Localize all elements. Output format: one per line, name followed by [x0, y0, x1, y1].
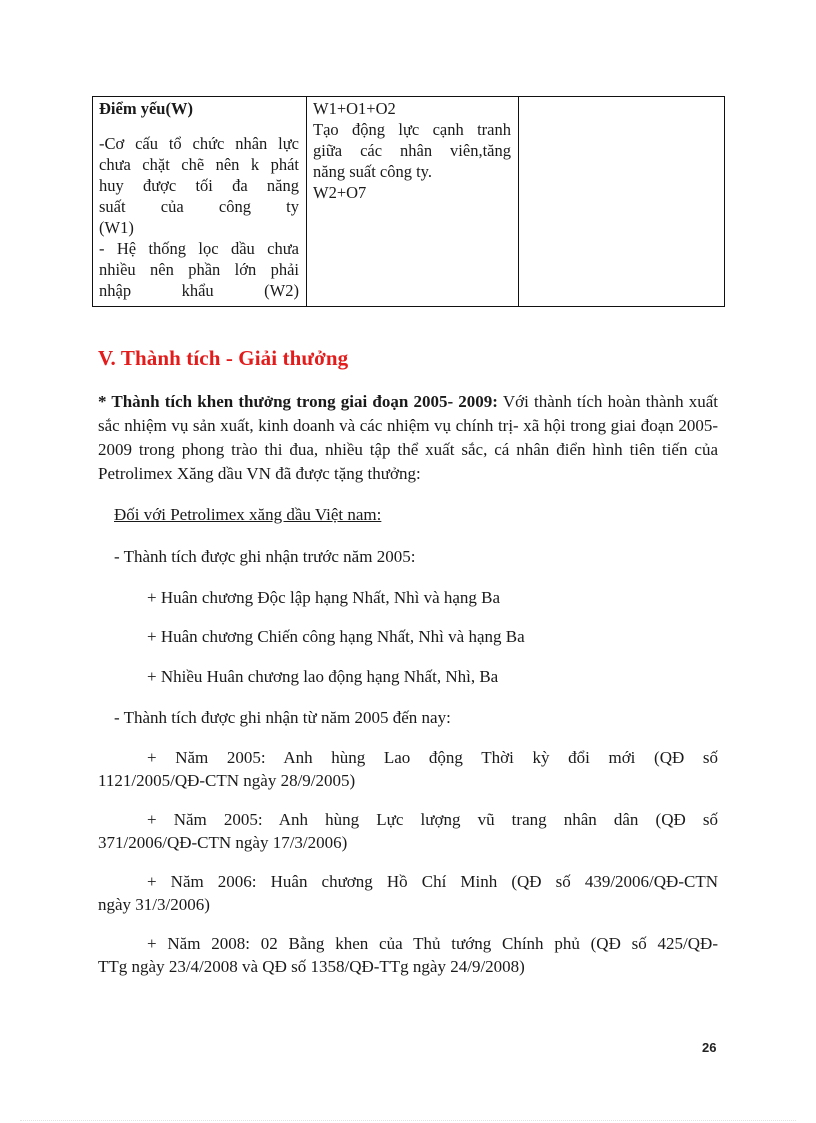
- strategy-line: W2+O7: [313, 183, 367, 202]
- award-second-line: TTg ngày 23/4/2008 và QĐ số 1358/QĐ-TTg ngày 24/9/2008): [98, 957, 525, 976]
- weakness-line: chưa chặt chẽ nên k phát: [99, 155, 299, 174]
- strategy-line: Tạo động lực cạnh tranh: [313, 120, 511, 139]
- weakness-cell: [93, 97, 307, 307]
- empty-cell: [519, 97, 725, 307]
- table-row: [93, 97, 725, 307]
- list-item: [98, 932, 718, 978]
- award-first-line: + Năm 2005: Anh hùng Lực lượng vũ trang nhân dân (QĐ số: [147, 810, 718, 829]
- list-item: [98, 808, 718, 854]
- swot-table: [92, 96, 725, 307]
- section-heading: V. Thành tích - Giải thưởng: [98, 346, 349, 370]
- intro-paragraph: [98, 390, 718, 486]
- strategy-line: W1+O1+O2: [313, 99, 396, 118]
- award-second-line: 1121/2005/QĐ-CTN ngày 28/9/2005): [98, 771, 356, 790]
- award-first-line: + Năm 2005: Anh hùng Lao động Thời kỳ đổi mới (QĐ số: [147, 748, 718, 767]
- strategy-cell: [307, 97, 519, 307]
- weakness-title: Điểm yếu(W): [99, 99, 193, 118]
- strategy-line: năng suất công ty.: [313, 162, 432, 181]
- weakness-line: huy được tối đa năng: [99, 176, 299, 195]
- weakness-line: - Hệ thống lọc dầu chưa: [99, 239, 299, 258]
- list-item: + Huân chương Chiến công hạng Nhất, Nhì và hạng Ba: [147, 627, 525, 646]
- list-item: + Nhiều Huân chương lao động hạng Nhất, Nhì, Ba: [147, 667, 499, 686]
- award-first-line: + Năm 2006: Huân chương Hồ Chí Minh (QĐ số 439/2006/QĐ-CTN: [147, 872, 718, 891]
- intro-lead: * Thành tích khen thưởng trong giai đoạn 2005- 2009:: [98, 392, 498, 411]
- weakness-line: (W1): [99, 218, 134, 237]
- page-number: 26: [702, 1040, 717, 1055]
- weakness-line: -Cơ cấu tổ chức nhân lực: [99, 134, 299, 153]
- page-edge-divider: [20, 1120, 796, 1121]
- weakness-line: nhiều nên phần lớn phải: [99, 260, 299, 279]
- weakness-line: nhập khẩu (W2): [99, 281, 299, 300]
- award-second-line: 371/2006/QĐ-CTN ngày 17/3/2006): [98, 833, 348, 852]
- weakness-line: suất của công ty: [99, 197, 299, 216]
- list-item: [98, 870, 718, 916]
- intro-body: Với thành tích hoàn thành xuất sắc nhiệm vụ sản xuất, kinh doanh và các nhiệm vụ chính trị- xã hội trong giai đoạn 2005- 2009 trong phong trào thi đua, nhiều tập thể xuất sắc, cá nhân điển hình tiên tiến của Petrolimex Xăng dầu VN đã được tặng thưởng:: [98, 392, 719, 483]
- list-item: [98, 746, 718, 792]
- award-second-line: ngày 31/3/2006): [98, 895, 210, 914]
- subheading: Đối với Petrolimex xăng dầu Việt nam:: [114, 505, 382, 524]
- before-2005-label: - Thành tích được ghi nhận trước năm 2005:: [114, 547, 416, 566]
- list-item: + Huân chương Độc lập hạng Nhất, Nhì và hạng Ba: [147, 588, 501, 607]
- since-2005-label: - Thành tích được ghi nhận từ năm 2005 đến nay:: [114, 708, 451, 727]
- award-first-line: + Năm 2008: 02 Bằng khen của Thủ tướng Chính phủ (QĐ số 425/QĐ-: [147, 934, 718, 953]
- strategy-line: giữa các nhân viên,tăng: [313, 141, 511, 160]
